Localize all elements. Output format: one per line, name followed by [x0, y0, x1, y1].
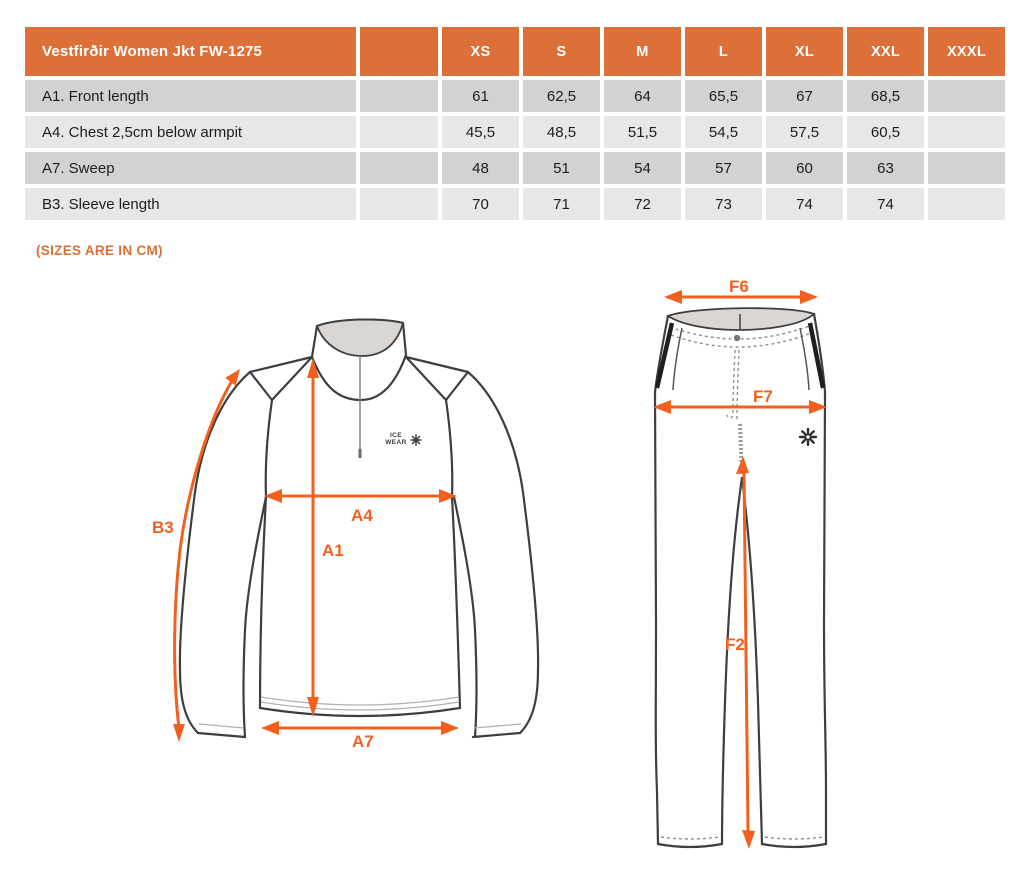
measure-label-a4: A4	[351, 506, 373, 525]
value-cell	[928, 80, 1005, 112]
value-cell: 72	[604, 188, 681, 220]
waist-inner	[668, 308, 814, 330]
value-cell: 70	[442, 188, 519, 220]
value-cell	[928, 188, 1005, 220]
size-header-xl: XL	[766, 27, 843, 76]
value-cell: 45,5	[442, 116, 519, 148]
measure-arrow-b3	[173, 369, 240, 742]
measure-label-f6: F6	[729, 277, 749, 296]
icewear-logo	[385, 432, 421, 446]
logo-snowflake-icon	[411, 435, 421, 445]
measure-arrow-a1	[307, 358, 319, 717]
pants-snowflake-icon	[800, 429, 816, 445]
logo-text-wear: WEAR	[385, 439, 407, 446]
value-cell: 48,5	[523, 116, 600, 148]
row-label: B3. Sleeve length	[25, 188, 356, 220]
value-cell: 63	[847, 152, 924, 184]
waist-button	[734, 335, 740, 341]
size-table	[25, 27, 1005, 220]
header-spacer-cell	[360, 27, 438, 76]
value-cell: 74	[766, 188, 843, 220]
measure-label-f2: F2	[725, 635, 745, 654]
value-cell: 62,5	[523, 80, 600, 112]
measure-arrow-a4	[264, 489, 457, 503]
value-cell: 71	[523, 188, 600, 220]
value-cell: 51	[523, 152, 600, 184]
value-cell: 57,5	[766, 116, 843, 148]
row-spacer-cell	[360, 80, 438, 112]
row-label: A4. Chest 2,5cm below armpit	[25, 116, 356, 148]
size-header-xxxl: XXXL	[928, 27, 1005, 76]
row-spacer-cell	[360, 188, 438, 220]
value-cell	[928, 116, 1005, 148]
measure-label-a1: A1	[322, 541, 344, 560]
row-label: A7. Sweep	[25, 152, 356, 184]
size-header-s: S	[523, 27, 600, 76]
value-cell: 73	[685, 188, 762, 220]
row-spacer-cell	[360, 152, 438, 184]
logo-text-ice: ICE	[389, 432, 403, 439]
size-header-l: L	[685, 27, 762, 76]
value-cell: 57	[685, 152, 762, 184]
table-title: Vestfirðir Women Jkt FW-1275	[25, 27, 356, 76]
pants-diagram	[630, 272, 855, 867]
measure-label-b3: B3	[152, 518, 174, 537]
measure-label-a7: A7	[352, 732, 374, 751]
size-header-xs: XS	[442, 27, 519, 76]
value-cell: 54,5	[685, 116, 762, 148]
jacket-diagram	[135, 300, 555, 762]
value-cell: 61	[442, 80, 519, 112]
row-label: A1. Front length	[25, 80, 356, 112]
value-cell: 74	[847, 188, 924, 220]
value-cell: 51,5	[604, 116, 681, 148]
value-cell: 60	[766, 152, 843, 184]
value-cell	[928, 152, 1005, 184]
value-cell: 60,5	[847, 116, 924, 148]
size-header-xxl: XXL	[847, 27, 924, 76]
row-spacer-cell	[360, 116, 438, 148]
size-header-m: M	[604, 27, 681, 76]
pants-outline	[655, 308, 826, 847]
value-cell: 65,5	[685, 80, 762, 112]
value-cell: 64	[604, 80, 681, 112]
value-cell: 68,5	[847, 80, 924, 112]
measure-arrow-f7	[653, 400, 827, 414]
sizes-in-cm-note: (SIZES ARE IN CM)	[36, 243, 163, 258]
value-cell: 67	[766, 80, 843, 112]
value-cell: 48	[442, 152, 519, 184]
value-cell: 54	[604, 152, 681, 184]
measure-label-f7: F7	[753, 387, 773, 406]
